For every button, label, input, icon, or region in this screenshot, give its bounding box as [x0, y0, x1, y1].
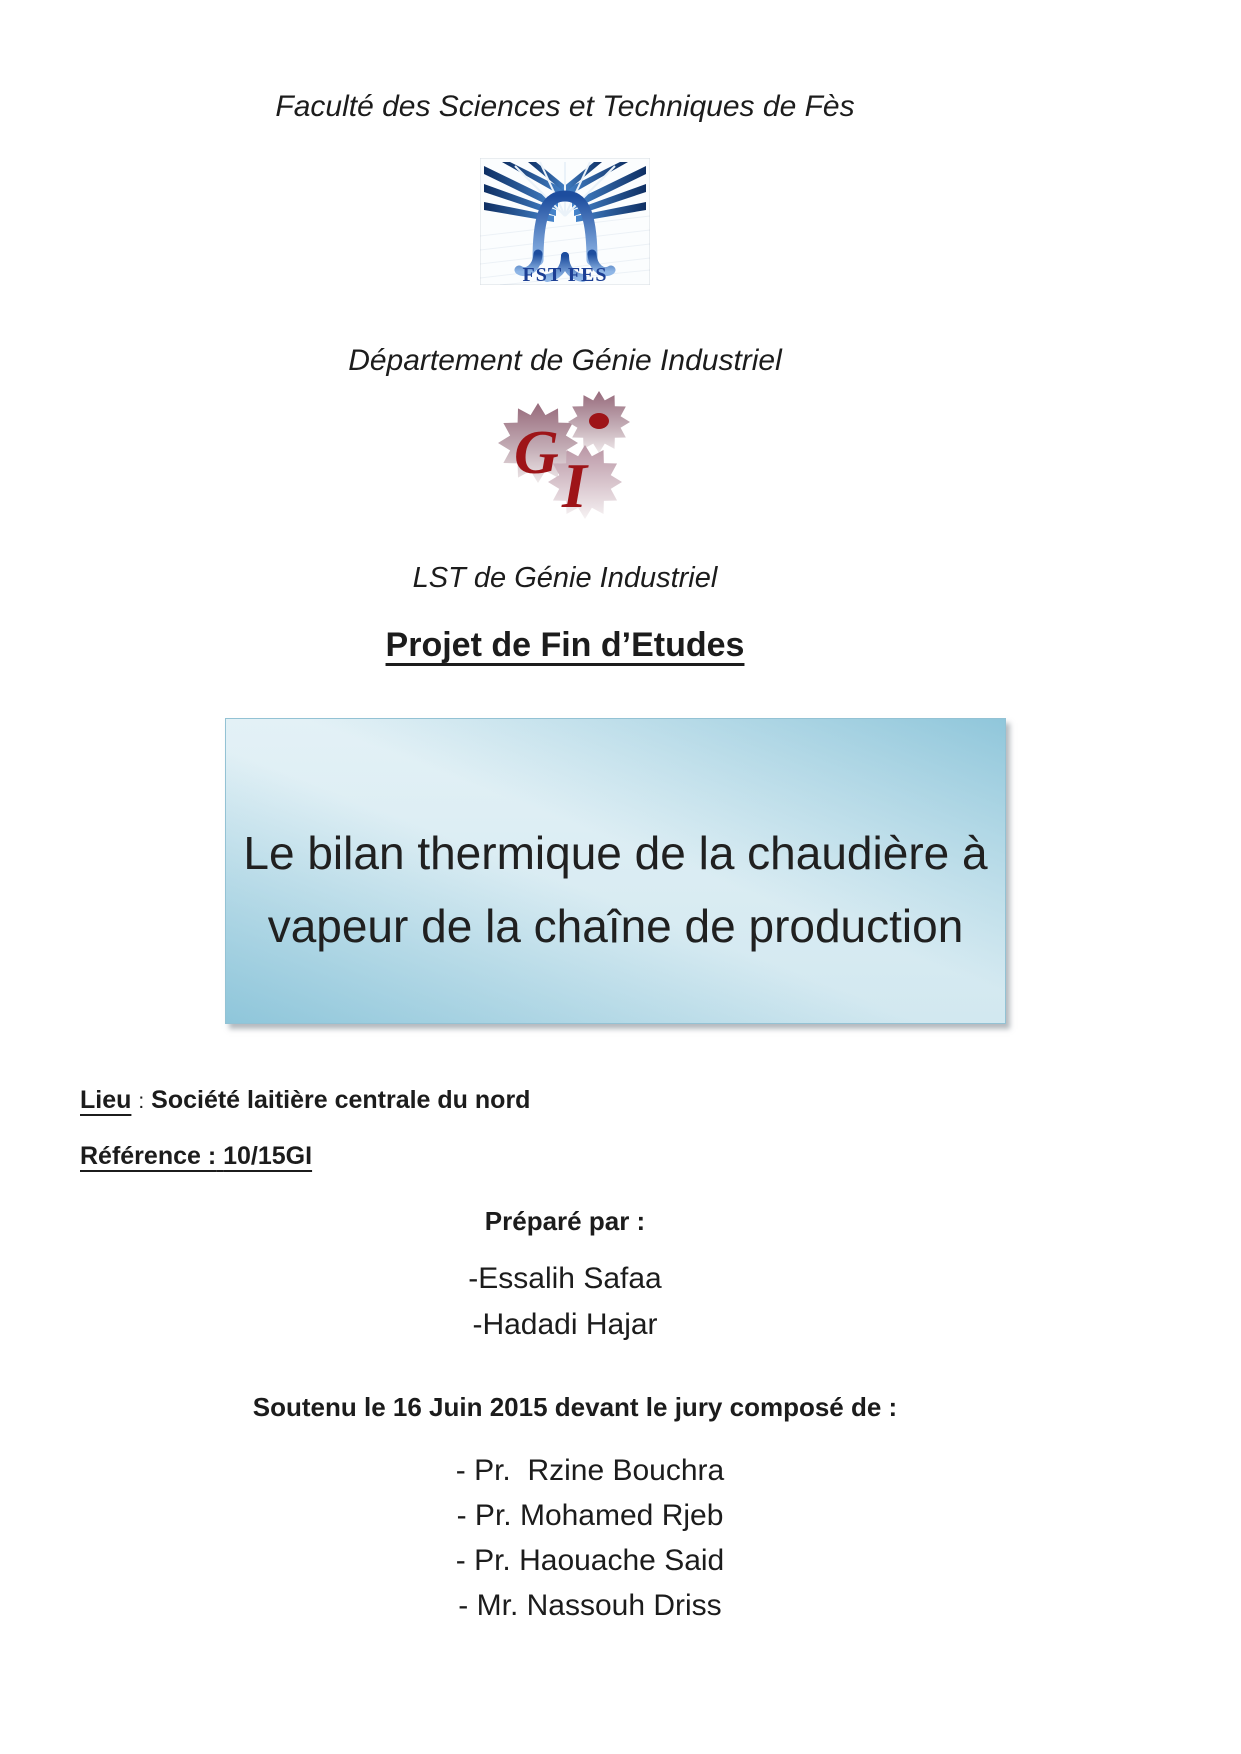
reference-value: 10/15GI: [223, 1142, 313, 1170]
institution-title: Faculté des Sciences et Techniques de Fès: [275, 90, 855, 123]
fst-fes-logo: [480, 158, 650, 285]
author-name: -Hadadi Hajar: [472, 1308, 658, 1341]
department-title: Département de Génie Industriel: [348, 344, 782, 377]
location-line: [80, 1086, 530, 1115]
location-separator: :: [138, 1090, 145, 1113]
author-name: -Essalih Safaa: [468, 1262, 662, 1295]
project-title-box: [225, 718, 1006, 1024]
jury-intro: Soutenu le 16 Juin 2015 devant le jury composé de :: [252, 1392, 898, 1422]
project-title: [226, 719, 1005, 963]
report-type-text: Projet de Fin d’Etudes: [385, 626, 745, 664]
report-type-heading: [0, 626, 1130, 665]
authors-list: [0, 1256, 1130, 1348]
fst-logo-caption: FST FES: [522, 264, 608, 285]
jury-list: [0, 1448, 1180, 1628]
gi-letter-i: I: [562, 450, 587, 521]
gi-i-dot: [589, 413, 609, 429]
jury-member: - Mr. Nassouh Driss: [458, 1589, 722, 1622]
program-title: LST de Génie Industriel: [412, 562, 718, 594]
gi-letter-g: G: [514, 419, 559, 487]
jury-member: - Pr. Haouache Said: [455, 1544, 725, 1577]
location-label: Lieu: [80, 1086, 132, 1114]
reference-text: [80, 1142, 312, 1170]
location-value: Société laitière centrale du nord: [151, 1086, 531, 1114]
reference-line: [80, 1142, 312, 1171]
prepared-by-label: Préparé par :: [484, 1206, 646, 1236]
gi-department-logo: [498, 387, 640, 528]
jury-member: - Pr. Rzine Bouchra: [455, 1454, 725, 1487]
reference-label: Référence :: [80, 1142, 217, 1170]
jury-member: - Pr. Mohamed Rjeb: [456, 1499, 724, 1532]
project-title-line2: vapeur de la chaîne de production: [267, 900, 964, 952]
project-title-line1: Le bilan thermique de la chaudière à: [243, 827, 988, 879]
